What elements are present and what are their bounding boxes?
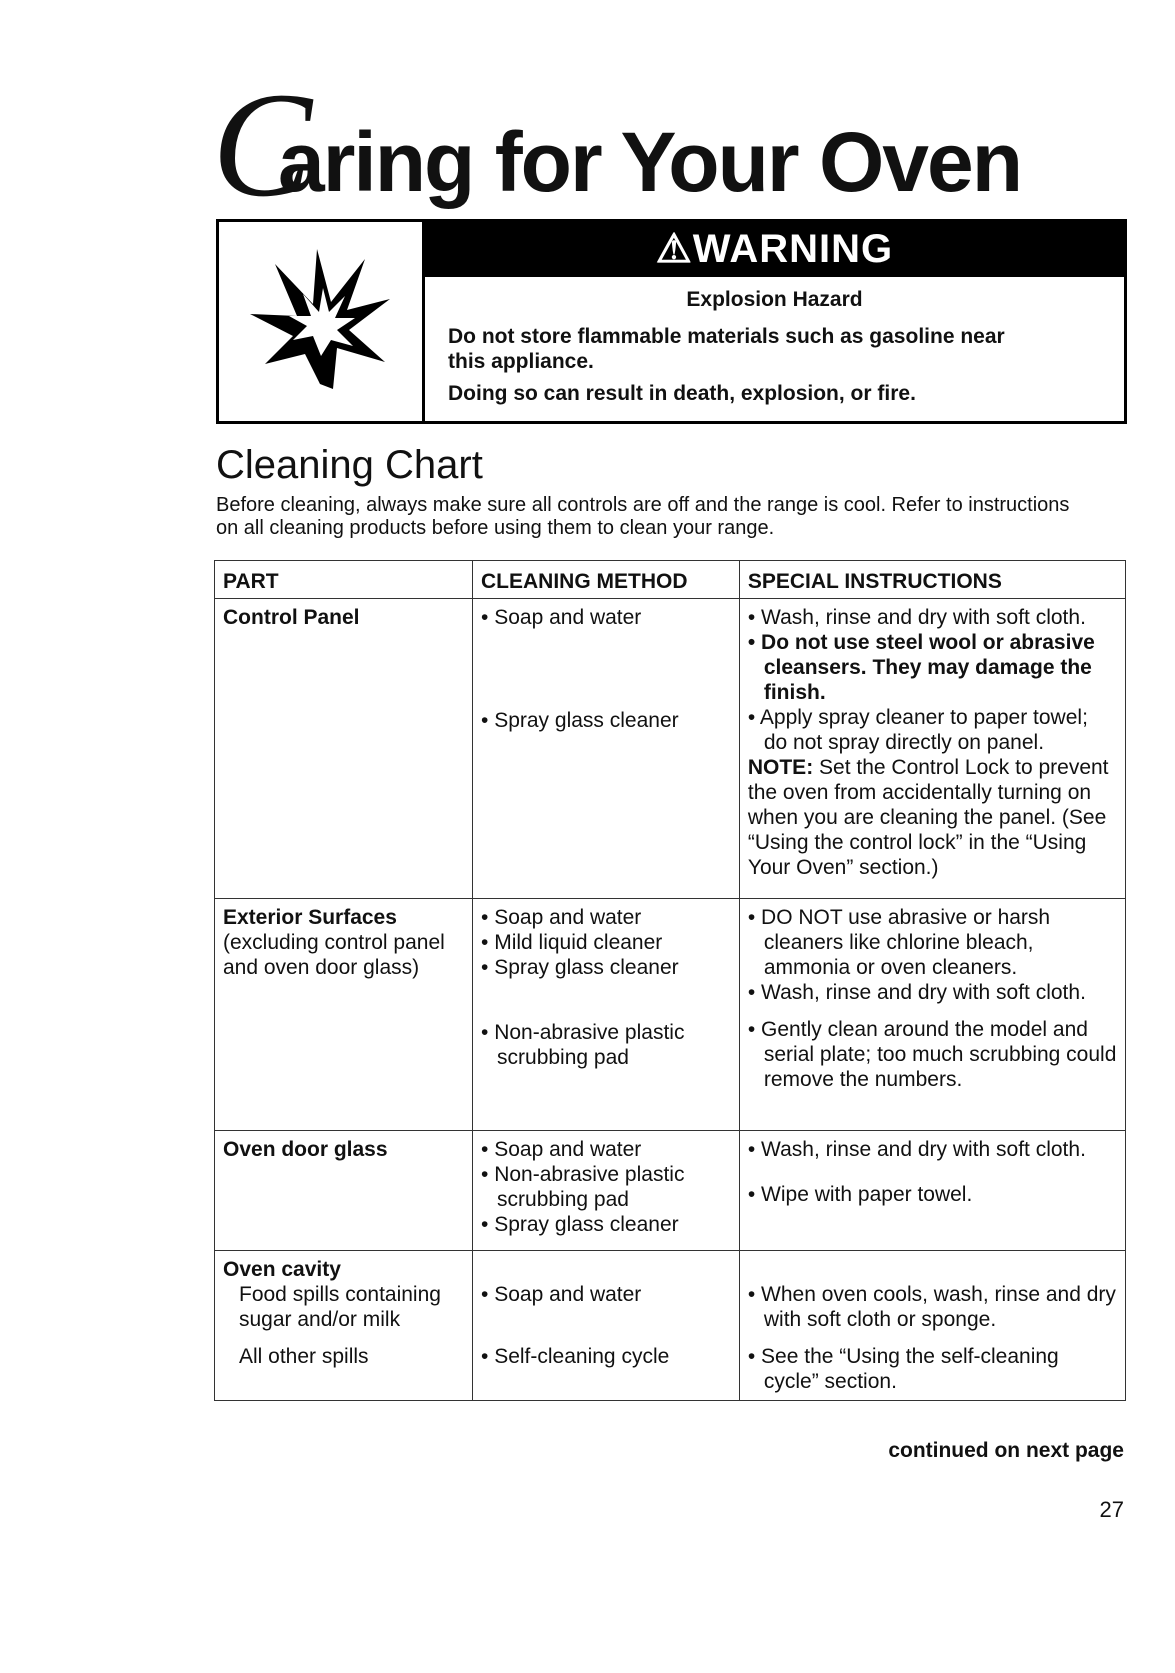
warning-icon-box [219, 222, 425, 421]
method-item: • Self-cleaning cycle [481, 1345, 670, 1368]
method-cell [473, 1251, 740, 1401]
instruction-item: • Gently clean around the model and serial plate; too much scrubbing could remove the numbers. [747, 1018, 1117, 1091]
header-method: CLEANING METHOD [473, 561, 740, 599]
instruction-item: • Wash, rinse and dry with soft cloth. [747, 1138, 1086, 1161]
method-item: • Soap and water [481, 906, 642, 929]
method-cell [473, 899, 740, 1131]
title-text: aring for Your Oven [278, 115, 1022, 209]
method-item: • Spray glass cleaner [481, 709, 679, 732]
method-item: • Soap and water [481, 1283, 642, 1306]
title-initial: C [212, 62, 313, 228]
section-intro: Before cleaning, always make sure all controls are off and the range is cool. Refer to instructions on all cleaning products before using them to clean your range. [216, 494, 1070, 539]
header-part: PART [215, 561, 473, 599]
instruction-item: • Wash, rinse and dry with soft cloth. [747, 606, 1086, 629]
warning-line-3: Doing so can result in death, explosion, or fire. [448, 382, 916, 405]
method-item: • Spray glass cleaner [481, 956, 679, 979]
part-cell [215, 899, 473, 1131]
part-note: (excluding control panel and oven door glass) [223, 931, 445, 979]
part-cell [215, 1251, 473, 1401]
table-row [215, 1131, 1126, 1251]
cleaning-chart-table [214, 560, 1126, 1401]
part-name: Oven cavity [223, 1258, 341, 1281]
warning-hazard: Explosion Hazard [686, 288, 863, 311]
method-item: • Mild liquid cleaner [481, 931, 663, 954]
instruction-item: • Wipe with paper towel. [747, 1183, 973, 1206]
instructions-cell [739, 599, 1125, 899]
table-row [215, 899, 1126, 1131]
table-row [215, 1251, 1126, 1401]
instruction-item: • See the “Using the self-cleaning cycle” section. [747, 1345, 1059, 1393]
part-cell [215, 599, 473, 899]
warning-line-2: this appliance. [448, 350, 594, 373]
method-item: • Spray glass cleaner [481, 1213, 679, 1236]
part-cell [215, 1131, 473, 1251]
instruction-item: • Apply spray cleaner to paper towel; do not spray directly on panel. [747, 706, 1088, 754]
method-item: • Soap and water [481, 606, 642, 629]
part-sub-item: Food spills containing sugar and/or milk [239, 1283, 441, 1331]
instructions-cell [739, 1251, 1125, 1401]
section-title: Cleaning Chart [216, 443, 483, 487]
warning-box [216, 219, 1127, 424]
continued-note: continued on next page [888, 1439, 1124, 1462]
warning-banner: ⚠WARNING [425, 222, 1124, 277]
method-cell [473, 599, 740, 899]
method-item: • Soap and water [481, 1138, 642, 1161]
header-instructions: SPECIAL INSTRUCTIONS [739, 561, 1125, 599]
note [748, 755, 1117, 880]
instructions-cell [739, 899, 1125, 1131]
table-row [215, 599, 1126, 899]
part-name: Control Panel [223, 606, 360, 629]
page-number: 27 [1099, 1497, 1124, 1522]
method-item: • Non-abrasive plastic scrubbing pad [481, 1021, 685, 1069]
instructions-cell [739, 1131, 1125, 1251]
part-sub-item: All other spills [239, 1345, 369, 1368]
note-label: NOTE: [747, 756, 814, 779]
warning-line-1: Do not store flammable materials such as gasoline near [448, 325, 1005, 348]
table-header-row [215, 561, 1126, 599]
method-item: • Non-abrasive plastic scrubbing pad [481, 1163, 685, 1211]
part-name: Oven door glass [223, 1138, 388, 1161]
note-text: Set the Control Lock to prevent the oven from accidentally turning on when you are cleaning the panel. (See “Using the control lock” in the “Using Your Oven” section.) [747, 756, 1109, 879]
part-name: Exterior Surfaces [223, 906, 397, 929]
method-cell [473, 1131, 740, 1251]
instruction-item: • Do not use steel wool or abrasive cleansers. They may damage the finish. [747, 631, 1095, 704]
instruction-item: • Wash, rinse and dry with soft cloth. [747, 981, 1086, 1004]
instruction-item: • DO NOT use abrasive or harsh cleaners like chlorine bleach, ammonia or oven cleaners. [747, 906, 1051, 979]
instruction-item: • When oven cools, wash, rinse and dry with soft cloth or sponge. [747, 1283, 1116, 1331]
explosion-icon [245, 244, 395, 394]
